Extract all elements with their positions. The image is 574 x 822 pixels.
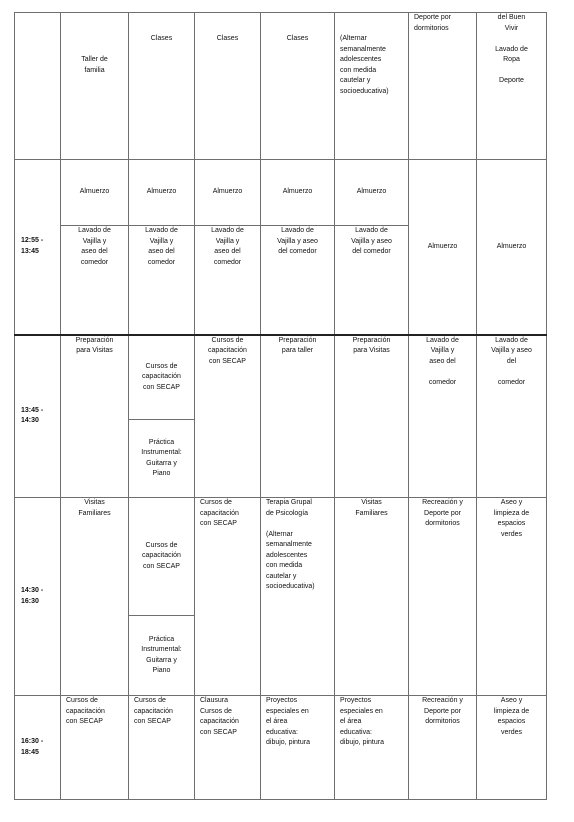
table-cell: Almuerzo (61, 160, 129, 226)
table-cell: Taller de familia (61, 13, 129, 160)
table-cell: Cursos de capacitación con SECAP (195, 335, 261, 498)
table-cell: Almuerzo (195, 160, 261, 226)
table-cell: Recreación y Deporte por dormitorios (409, 696, 477, 800)
table-cell: Clases (261, 13, 335, 160)
table-cell: Proyectos especiales en el área educativa: dibujo, pintura (335, 696, 409, 800)
table-row (15, 498, 547, 616)
table-row (15, 696, 547, 800)
table-cell: Lavado de Vajilla y aseo del comedor (61, 226, 129, 335)
table-cell: Clases (129, 13, 195, 160)
table-cell: Clausura Cursos de capacitación con SECAP (195, 696, 261, 800)
table-cell: Cursos de capacitación con SECAP (129, 335, 195, 420)
table-cell: Lavado de Vajilla y aseo del comedor (477, 335, 547, 498)
table-cell: Recreación y Deporte por dormitorios (409, 498, 477, 696)
table-cell: Preparación para taller (261, 335, 335, 498)
table-cell: del Buen Vivir Lavado de Ropa Deporte (477, 13, 547, 160)
time-cell: 13:45 - 14:30 (15, 335, 61, 498)
table-cell: Lavado de Vajilla y aseo del comedor (129, 226, 195, 335)
table-cell: Aseo y limpieza de espacios verdes (477, 498, 547, 696)
table-cell: Proyectos especiales en el área educativa: dibujo, pintura (261, 696, 335, 800)
table-cell: Deporte por dormitorios (409, 13, 477, 160)
table-cell: Cursos de capacitación con SECAP (61, 696, 129, 800)
table-cell: Lavado de Vajilla y aseo del comedor (261, 226, 335, 335)
table-row (15, 13, 547, 160)
table-cell: Visitas Familiares (61, 498, 129, 696)
table-cell: Práctica Instrumental: Guitarra y Piano (129, 616, 195, 696)
time-cell: 14:30 - 16:30 (15, 498, 61, 696)
time-cell: 12:55 - 13:45 (15, 160, 61, 335)
table-cell: Almuerzo (477, 160, 547, 335)
table-cell: Clases (195, 13, 261, 160)
table-cell: Almuerzo (261, 160, 335, 226)
table-cell: Almuerzo (409, 160, 477, 335)
schedule-table (14, 12, 547, 800)
table-cell: Aseo y limpieza de espacios verdes (477, 696, 547, 800)
table-cell: Lavado de Vajilla y aseo del comedor (409, 335, 477, 498)
table-cell: Cursos de capacitación con SECAP (195, 498, 261, 696)
table-cell: Visitas Familiares (335, 498, 409, 696)
time-cell: 16:30 - 18:45 (15, 696, 61, 800)
table-cell: Lavado de Vajilla y aseo del comedor (195, 226, 261, 335)
table-row (15, 335, 547, 420)
table-cell: (Alternar semanalmente adolescentes con medida cautelar y socioeducativa) (335, 13, 409, 160)
time-cell (15, 13, 61, 160)
table-cell: Lavado de Vajilla y aseo del comedor (335, 226, 409, 335)
table-cell: Terapia Grupal de Psicología (Alternar semanalmente adolescentes con medida cautelar y socioeducativa) (261, 498, 335, 696)
table-cell: Práctica Instrumental: Guitarra y Piano (129, 420, 195, 498)
table-cell: Cursos de capacitación con SECAP (129, 498, 195, 616)
table-cell: Preparación para Visitas (61, 335, 129, 498)
table-cell: Preparación para Visitas (335, 335, 409, 498)
table-cell: Almuerzo (335, 160, 409, 226)
table-row (15, 160, 547, 226)
table-cell: Almuerzo (129, 160, 195, 226)
table-cell: Cursos de capacitación con SECAP (129, 696, 195, 800)
